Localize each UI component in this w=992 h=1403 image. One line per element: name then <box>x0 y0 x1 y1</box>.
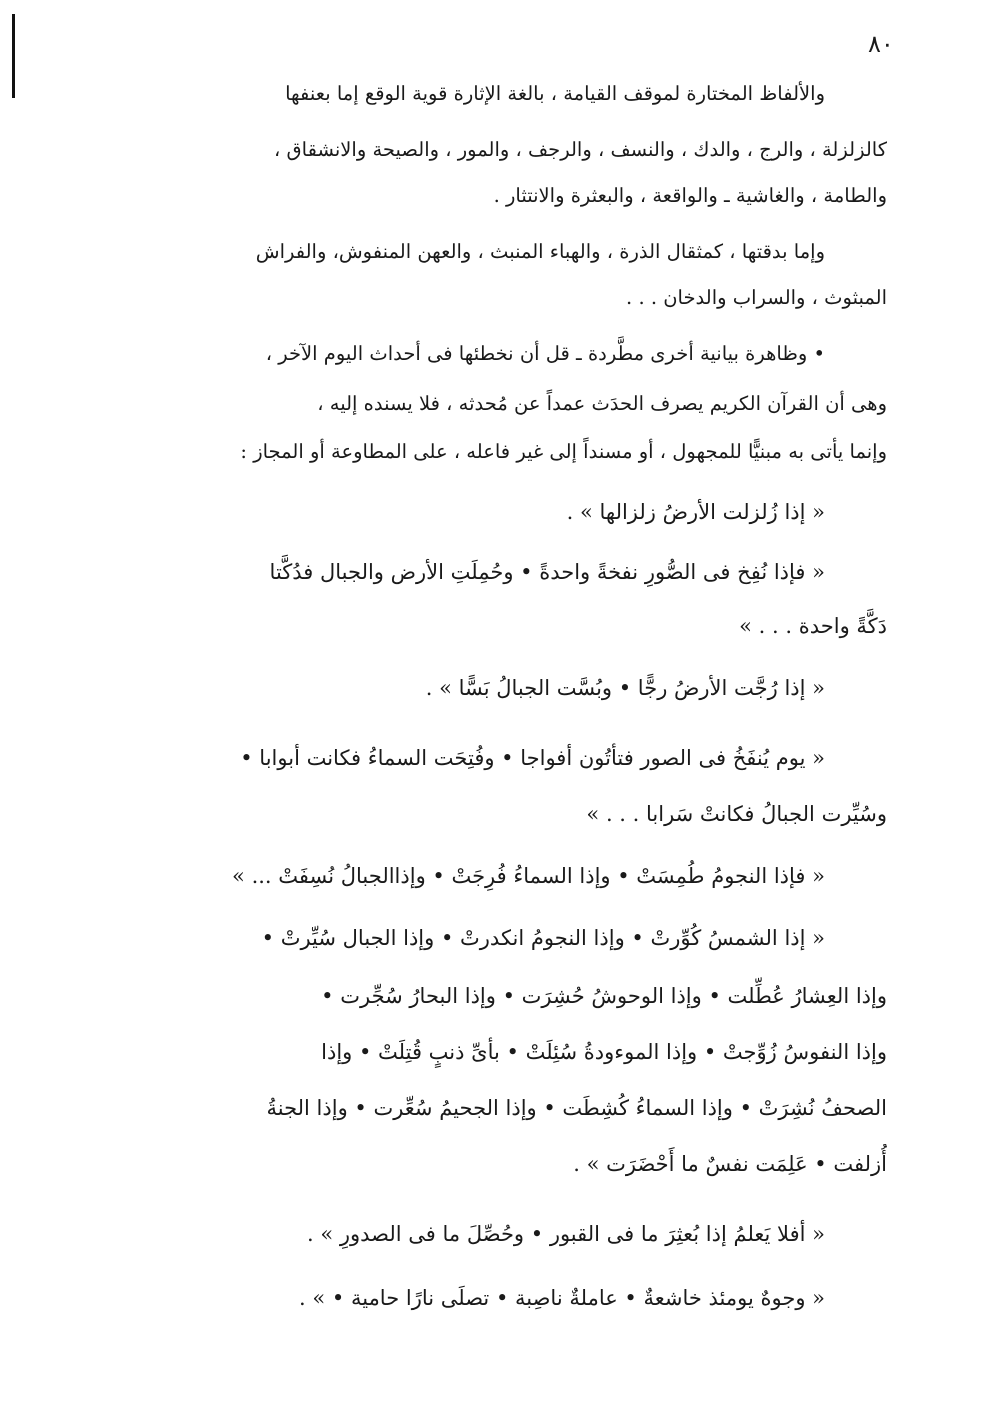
scan-edge-mark <box>12 14 15 98</box>
quote-line: « إذا زُلزلت الأرضُ زلزالها » . <box>566 500 825 524</box>
quote-line: وإذا العِشارُ عُطِّلت • وإذا الوحوشُ حُشِرَت • وإذا البحارُ سُجِّرت • <box>321 984 887 1008</box>
quote-line: دَكَّةً واحدة . . . » <box>739 614 887 638</box>
quote-line: « وجوهٌ يومئذ خاشعةٌ • عاملةٌ ناصِبة • تصلَى نارًا حامية • » . <box>299 1286 825 1310</box>
page-number: ٨٠ <box>868 30 894 58</box>
quote-line: وإذا النفوسُ زُوِّجتْ • وإذا الموءودةُ سُئِلَتْ • بأىِّ ذنبٍ قُتِلَتْ • وإذا <box>321 1040 887 1064</box>
quote-line: الصحفُ نُشِرَتْ • وإذا السماءُ كُشِطَت • وإذا الجحيمُ سُعِّرت • وإذا الجنةُ <box>266 1096 887 1120</box>
text-line: والطامة ، والغاشية ـ والواقعة ، والبعثرة والانتثار . <box>493 184 887 207</box>
text-line: كالزلزلة ، والرج ، والدك ، والنسف ، والرجف ، والمور ، والصيحة والانشقاق ، <box>274 138 887 161</box>
text-line: وهى أن القرآن الكريم يصرف الحدَث عمداً عن مُحدثه ، فلا يسنده إليه ، <box>317 392 887 415</box>
text-line: • وظاهرة بيانية أخرى مطَّردة ـ قل أن نخطئها فى أحداث اليوم الآخر ، <box>265 342 825 365</box>
quote-line: « يوم يُنفَخُ فى الصور فتأتُون أفواجا • وفُتِحَت السماءُ فكانت أبوابا • <box>240 746 825 770</box>
quote-line: « إذا الشمسُ كُوِّرتْ • وإذا النجومُ انكدرتْ • وإذا الجبال سُيِّرتْ • <box>261 926 825 950</box>
quote-line: « إذا رُجَّت الأرضُ رجًّا • وبُسَّت الجبالُ بَسًّا » . <box>425 676 825 700</box>
text-line: والألفاظ المختارة لموقف القيامة ، بالغة الإثارة قوية الوقع إما بعنفها <box>285 82 825 105</box>
quote-line: « فإذا نُفِخ فى الصُّورِ نفخةً واحدةً • وحُمِلَتِ الأرض والجبال فدُكَّتا <box>269 560 825 584</box>
quote-line: أُزلفت • عَلِمَت نفسٌ ما أَحْضَرَت » . <box>573 1152 887 1176</box>
quote-line: « أفلا يَعلمُ إذا بُعثِرَ ما فى القبور • وحُصِّلَ ما فى الصدورِ » . <box>307 1222 825 1246</box>
quote-line: وسُيِّرت الجبالُ فكانتْ سَرابا . . . » <box>586 802 887 826</box>
quote-line: « فإذا النجومُ طُمِسَتْ • وإذا السماءُ فُرِجَتْ • وإذاالجبالُ نُسِفَتْ ... » <box>232 864 825 888</box>
text-line: وإنما يأتى به مبنيًّا للمجهول ، أو مسنداً إلى غير فاعله ، على المطاوعة أو المجاز : <box>240 440 887 463</box>
text-line: المبثوث ، والسراب والدخان . . . <box>626 286 887 309</box>
text-line: وإما بدقتها ، كمثقال الذرة ، والهباء المنبث ، والعهن المنفوش، والفراش <box>255 240 825 263</box>
